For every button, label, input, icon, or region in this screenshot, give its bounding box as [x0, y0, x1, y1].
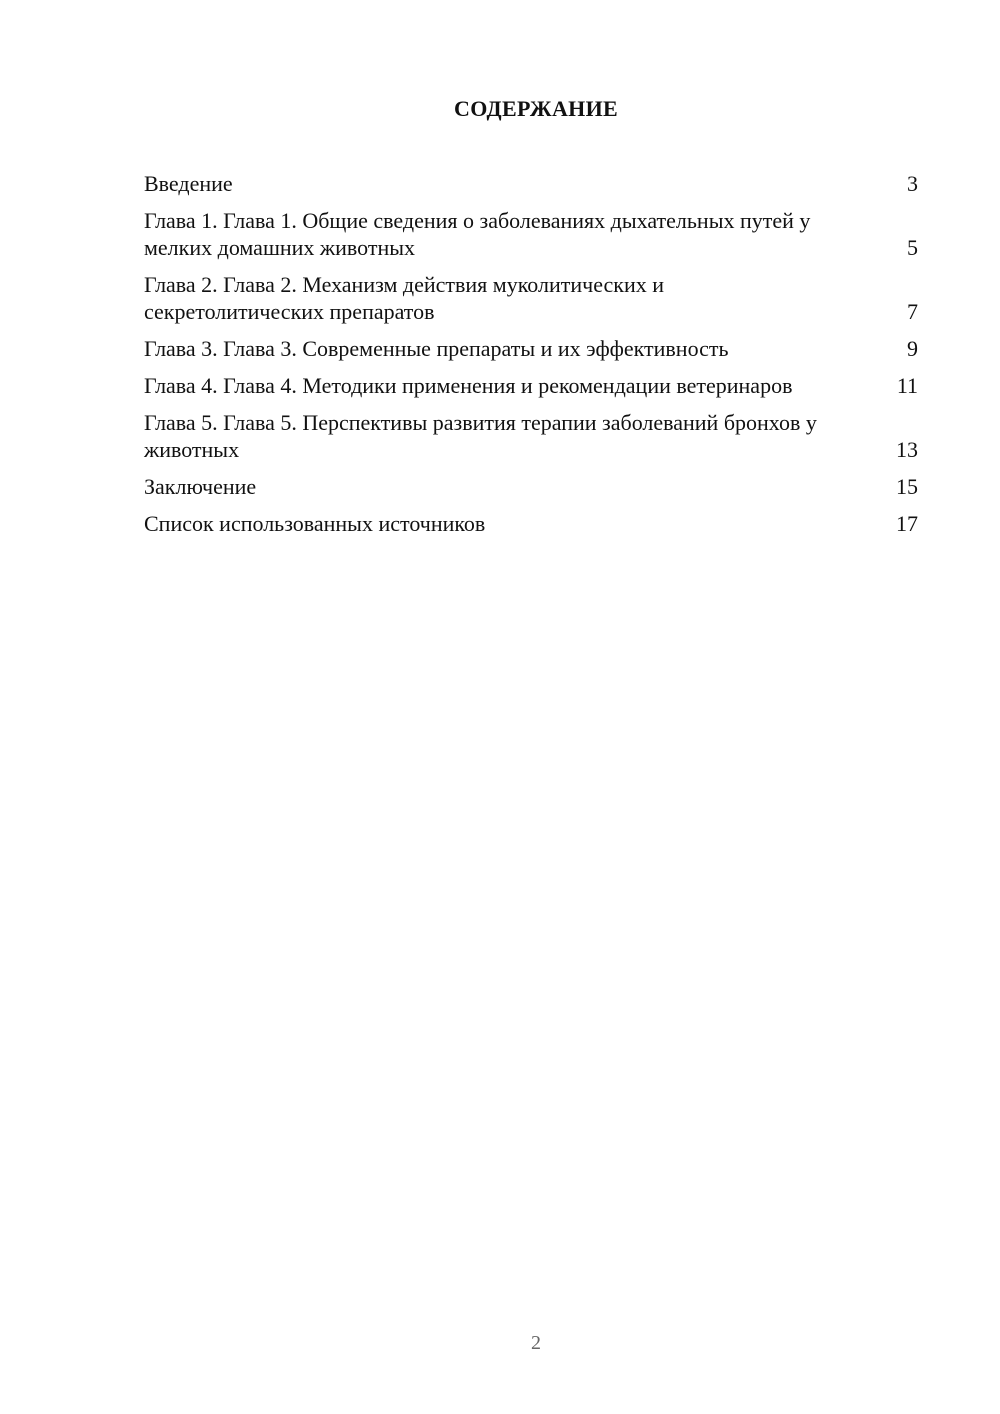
- toc-item-page: 11: [896, 373, 918, 398]
- toc-item-page: 17: [896, 511, 918, 536]
- toc-item-chapter-2: [144, 271, 918, 325]
- toc-item-conclusion: [144, 473, 918, 500]
- toc-item-page: 3: [907, 171, 918, 196]
- toc-item-label: Глава 4. Глава 4. Методики применения и рекомендации ветеринаров: [144, 373, 793, 398]
- toc-item-label: Глава 1. Глава 1. Общие сведения о заболеваниях дыхательных путей у мелких домашних животных: [144, 208, 811, 260]
- toc-item-chapter-4: [144, 372, 918, 399]
- toc-item-label: Глава 2. Глава 2. Механизм действия муколитических и секретолитических препаратов: [144, 272, 665, 324]
- toc-item-page: 5: [907, 235, 918, 260]
- toc-title: СОДЕРЖАНИЕ: [454, 96, 618, 121]
- toc-item-references: [144, 510, 918, 537]
- toc-item-label: Введение: [144, 171, 233, 196]
- toc-item-page: 9: [907, 336, 918, 361]
- toc-item-page: 7: [907, 299, 918, 324]
- toc-item-label: Глава 3. Глава 3. Современные препараты и их эффективность: [144, 336, 729, 361]
- toc-item-page: 15: [896, 474, 918, 499]
- toc-item-chapter-1: [144, 207, 918, 261]
- toc-item-label: Заключение: [144, 474, 257, 499]
- toc-item-introduction: [144, 170, 918, 197]
- toc-item-chapter-3: [144, 335, 918, 362]
- page-number: 2: [531, 1332, 541, 1354]
- toc-item-label: Глава 5. Глава 5. Перспективы развития терапии заболеваний бронхов у животных: [144, 410, 817, 462]
- toc-item-page: 13: [896, 437, 918, 462]
- toc-item-chapter-5: [144, 409, 918, 463]
- table-of-contents: [144, 170, 918, 547]
- toc-item-label: Список использованных источников: [144, 511, 486, 536]
